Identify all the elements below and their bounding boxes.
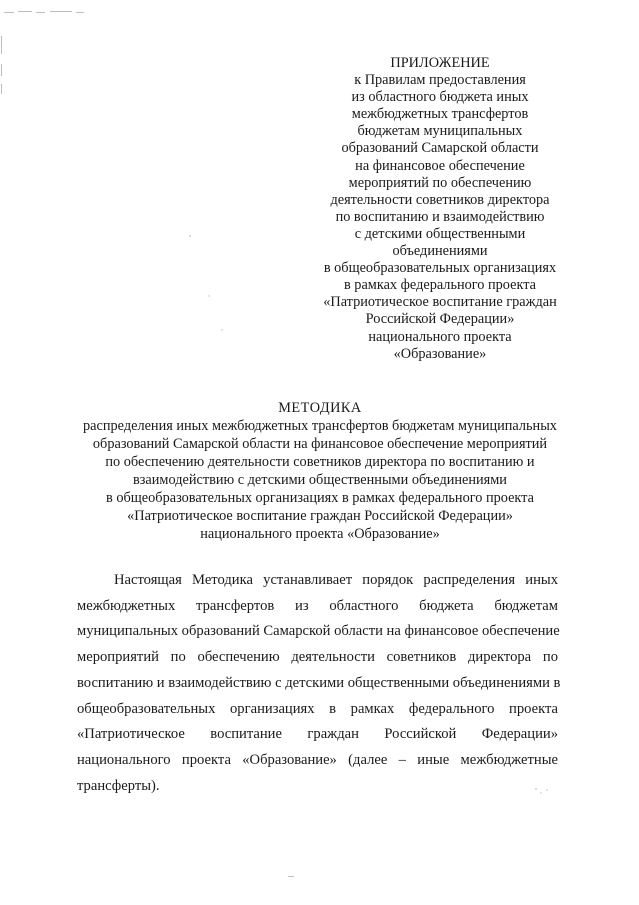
body-paragraph: [77, 568, 561, 799]
appendix-line: деятельности советников директора: [330, 191, 550, 208]
appendix-line: Российской Федерации»: [365, 311, 515, 328]
appendix-line: в общеобразовательных организациях: [323, 260, 557, 277]
paragraph-line: межбюджетных трансфертов из областного бюджета бюджетам: [77, 597, 558, 614]
paragraph-line: мероприятий по обеспечению деятельности советников директора по: [77, 649, 558, 666]
appendix-line: мероприятий по обеспечению: [348, 174, 532, 191]
paragraph-line: «Патриотическое воспитание граждан Российской Федерации»: [77, 726, 558, 743]
appendix-header: [300, 55, 580, 363]
appendix-line: межбюджетных трансфертов: [351, 106, 529, 123]
document-title: МЕТОДИКА: [278, 400, 362, 416]
subtitle-line: «Патриотическое воспитание граждан Российской Федерации»: [127, 508, 513, 524]
appendix-line: «Патриотическое воспитание граждан: [323, 294, 557, 311]
paragraph-line: трансферты).: [77, 777, 160, 794]
methodology-heading: [40, 399, 600, 543]
appendix-line: из областного бюджета иных: [351, 89, 529, 106]
subtitle-line: распределения иных межбюджетных трансфертов бюджетам муниципальных: [83, 418, 557, 434]
appendix-line: к Правилам предоставления: [354, 72, 526, 89]
paragraph-line: воспитанию и взаимодействию с детскими общественными объединениями в: [77, 674, 561, 691]
appendix-line: национального проекта: [368, 328, 512, 345]
subtitle-line: по обеспечению деятельности советников директора по воспитанию и: [105, 454, 535, 470]
appendix-line: «Образование»: [393, 345, 487, 362]
subtitle-line: в общеобразовательных организациях в рамках федерального проекта: [106, 490, 534, 506]
paragraph-line: Настоящая Методика устанавливает порядок распределения иных: [114, 572, 558, 588]
subtitle-line: взаимодействию с детскими общественными объединениями: [133, 472, 507, 488]
appendix-line: объединениями: [392, 243, 488, 260]
appendix-line: на финансовое обеспечение: [355, 157, 525, 174]
appendix-title: ПРИЛОЖЕНИЕ: [390, 55, 490, 71]
appendix-line: с детскими общественными: [354, 225, 526, 242]
subtitle-line: национального проекта «Образование»: [200, 526, 440, 542]
appendix-line: в рамках федерального проекта: [343, 277, 536, 294]
paragraph-line: национального проекта «Образование» (далее – иные межбюджетные: [77, 751, 558, 768]
paragraph-line: общеобразовательных организациях в рамках федерального проекта: [77, 700, 558, 717]
appendix-line: образований Самарской области: [341, 140, 539, 157]
appendix-line: по воспитанию и взаимодействию: [335, 208, 545, 225]
appendix-line: бюджетам муниципальных: [357, 123, 523, 140]
subtitle-line: образований Самарской области на финансовое обеспечение мероприятий: [92, 436, 548, 452]
paragraph-line: муниципальных образований Самарской области на финансовое обеспечение: [77, 623, 560, 640]
